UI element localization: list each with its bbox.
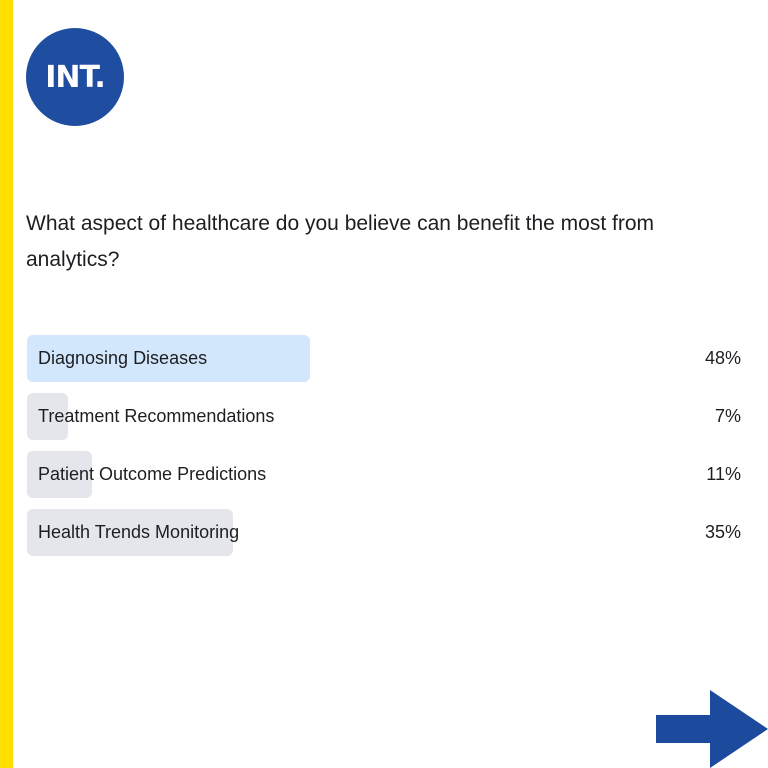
poll-option-patient-outcome-predictions[interactable] (27, 451, 741, 498)
poll-option-percent: 35% (704, 522, 741, 542)
poll-option-health-trends-monitoring[interactable] (27, 509, 741, 556)
poll-option-percent: 48% (704, 348, 741, 368)
arrow-right-icon (656, 690, 768, 768)
next-button[interactable] (656, 690, 768, 768)
poll-option-label: Diagnosing Diseases (38, 348, 208, 368)
accent-stripe (0, 0, 13, 768)
poll-question: What aspect of healthcare do you believe can benefit the most from analytics? (26, 212, 655, 271)
poll-option-diagnosing-diseases[interactable] (27, 335, 741, 382)
brand-logo (26, 28, 124, 126)
poll-option-label: Treatment Recommendations (38, 406, 275, 426)
poll-option-percent: 7% (714, 406, 741, 426)
poll-option-percent: 11% (706, 464, 741, 484)
poll-option-treatment-recommendations[interactable] (27, 393, 741, 440)
poll-option-label: Patient Outcome Predictions (38, 464, 267, 484)
poll-option-label: Health Trends Monitoring (38, 522, 240, 542)
logo-text: INT. (45, 59, 105, 95)
poll-options (27, 335, 741, 567)
